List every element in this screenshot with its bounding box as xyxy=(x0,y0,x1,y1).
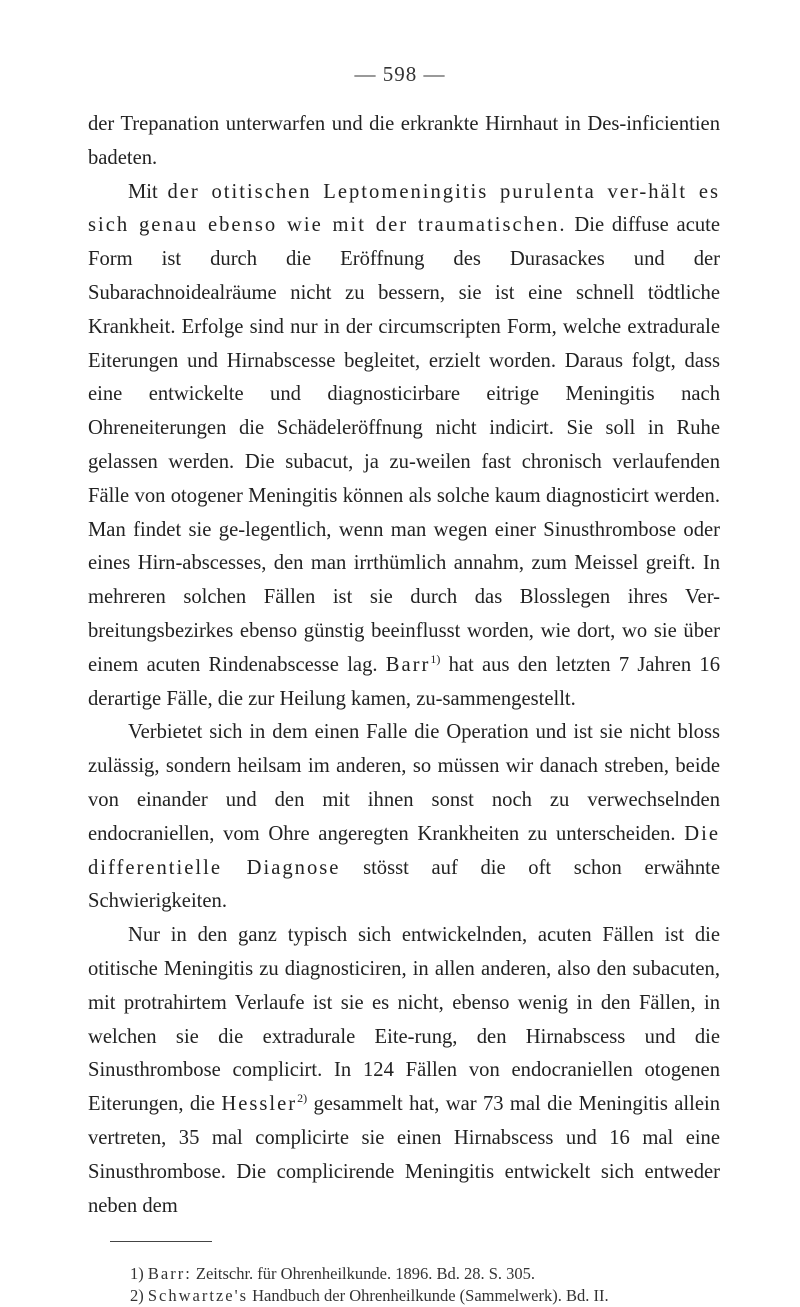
footnote-2-number: 2) xyxy=(130,1286,144,1305)
differential-diagnosis-heading: Die differentielle Diagnose xyxy=(88,822,720,879)
author-barr: Barr xyxy=(385,653,431,676)
paragraph-3-tail: stösst auf die oft schon erwähnte Schwierigkeiten. xyxy=(88,856,720,913)
footnote-1 xyxy=(130,1263,730,1285)
paragraph-1-text: der Trepanation unterwarfen und die erkrankte Hirnhaut in Des-inficientien badeten. xyxy=(88,113,720,169)
footnote-2 xyxy=(130,1285,730,1307)
footnotes xyxy=(130,1263,730,1307)
footnote-1-author: Barr: xyxy=(147,1264,192,1283)
paragraph-2-lead: Mit xyxy=(128,180,168,203)
paragraph-3 xyxy=(88,716,720,919)
footnote-2-text: Handbuch der Ohrenheilkunde (Sammelwerk). Bd. II. xyxy=(247,1286,609,1305)
page-number: — 598 — xyxy=(354,62,446,86)
paragraph-2-tail: hat aus den letzten 7 Jahren 16 derartige Fälle, die zur Heilung kamen, zu-sammengestellt. xyxy=(88,653,720,710)
paragraph-4 xyxy=(88,919,720,1223)
footnote-1-number: 1) xyxy=(130,1264,144,1283)
footnote-ref-2: 2) xyxy=(297,1091,308,1106)
paragraph-3-text: Verbietet sich in dem einen Falle die Operation und ist sie nicht bloss zulässig, sondern heilsam im anderen, so müssen wir danach streben, beide von einander und den mit ihnen sonst noch zu verwechselnden endocraniellen, vom Ohre angeregten Krankheiten zu unterscheiden. xyxy=(88,721,720,845)
paragraph-2-spaced-text: der otitischen Leptomeningitis purulenta ver-hält es sich genau ebenso wie mit der traumatischen. xyxy=(88,180,720,237)
body-text xyxy=(88,108,720,1223)
footnote-ref-1: 1) xyxy=(430,651,441,666)
paragraph-4-tail: gesammelt hat, war 73 mal die Meningitis allein vertreten, 35 mal complicirte sie einen Hirnabscess und 16 mal eine Sinusthrombose. Die complicirende Meningitis entwickelt sich entweder neben dem xyxy=(88,1093,720,1217)
paragraph-2 xyxy=(88,176,720,717)
footnote-divider xyxy=(110,1241,212,1242)
author-hessler: Hessler xyxy=(221,1093,298,1116)
footnote-2-author: Schwartze's xyxy=(147,1286,248,1305)
footnote-1-text: Zeitschr. für Ohrenheilkunde. 1896. Bd. 28. S. 305. xyxy=(191,1264,536,1283)
paragraph-1 xyxy=(88,108,720,176)
paragraph-4-text: Nur in den ganz typisch sich entwickelnden, acuten Fällen ist die otitische Meningitis zu diagnosticiren, in allen anderen, also den subacuten, mit protrahirtem Verlaufe ist sie es nicht, ebenso wenig in den Fällen, in welchen sie die extradurale Eite-rung, den Hirnabscess und die Sinusthrombose complicirt. In 124 Fällen von endocraniellen otogenen Eiterungen, die xyxy=(88,924,720,1116)
paragraph-2-text: Die diffuse acute Form ist durch die Eröffnung des Durasackes und der Subarachnoidealräume nicht zu bessern, sie ist eine schnell tödtliche Krankheit. Erfolge sind nur in der circumscripten Form, welche extradurale Eiterungen und Hirnabscesse begleitet, erzielt worden. Daraus folgt, dass eine entwickelte und diagnosticirbare eitrige Meningitis nach Ohreneiterungen die Schädeleröffnung nicht indicirt. Sie soll in Ruhe gelassen werden. Die subacut, ja zu-weilen fast chronisch verlaufenden Fälle von otogener Meningitis können als solche kaum diagnosticirt werden. Man findet sie ge-legentlich, wenn man wegen einer Sinusthrombose oder eines Hirn-abscesses, den man irrthümlich annahm, zum Meissel greift. In mehreren solchen Fällen ist sie durch das Blosslegen ihres Ver-breitungsbezirkes ebenso günstig beeinflusst worden, wie dort, wo sie über einem acuten Rindenabscesse lag. xyxy=(88,214,720,676)
